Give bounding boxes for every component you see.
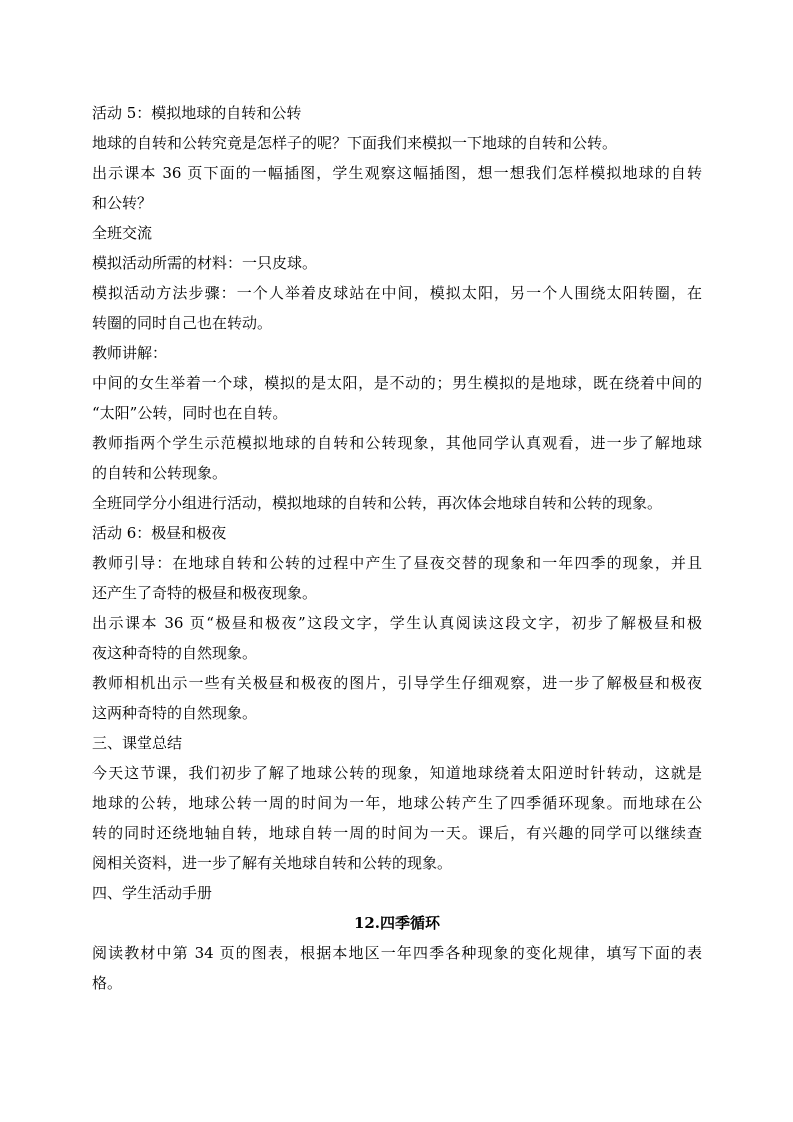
activity-6-heading: 活动 6：极昼和极夜	[92, 524, 227, 542]
paragraph-line: 这两种奇特的自然现象。	[92, 704, 258, 722]
paragraph-line: 和公转？	[92, 194, 153, 212]
activity-5-heading: 活动 5：模拟地球的自转和公转	[92, 104, 302, 122]
paragraph-line: 教师指两个学生示范模拟地球的自转和公转现象，其他同学认真观看，进一步了解地球	[92, 434, 702, 452]
paragraph-line: 教师相机出示一些有关极昼和极夜的图片，引导学生仔细观察，进一步了解极昼和极夜	[92, 674, 702, 692]
paragraph-line: 夜这种奇特的自然现象。	[92, 644, 258, 662]
paragraph-line: “太阳”公转，同时也在自转。	[92, 404, 288, 422]
paragraph-line: 教师引导：在地球自转和公转的过程中产生了昼夜交替的现象和一年四季的现象，并且	[92, 554, 702, 572]
paragraph-line: 的自转和公转现象。	[92, 464, 228, 482]
paragraph-line: 出示课本 36 页“极昼和极夜”这段文字，学生认真阅读这段文字，初步了解极昼和极	[92, 614, 702, 632]
section-3-heading: 三、课堂总结	[92, 734, 183, 752]
paragraph-line: 今天这节课，我们初步了解了地球公转的现象，知道地球绕着太阳逆时针转动，这就是	[92, 764, 702, 782]
paragraph-line: 格。	[92, 974, 123, 992]
paragraph-line: 转圈的同时自己也在转动。	[92, 314, 273, 332]
paragraph-line: 阅相关资料，进一步了解有关地球自转和公转的现象。	[92, 854, 453, 872]
paragraph-line: 全班同学分小组进行活动，模拟地球的自转和公转，再次体会地球自转和公转的现象。	[92, 494, 663, 512]
paragraph-line: 全班交流	[92, 224, 153, 242]
paragraph-line: 地球的公转，地球公转一周的时间为一年，地球公转产生了四季循环现象。而地球在公	[92, 794, 702, 812]
paragraph-line: 模拟活动方法步骤：一个人举着皮球站在中间，模拟太阳，另一个人围绕太阳转圈，在	[92, 284, 702, 302]
paragraph-line: 地球的自转和公转究竟是怎样子的呢？下面我们来模拟一下地球的自转和公转。	[92, 134, 618, 152]
document-body	[92, 98, 702, 998]
lesson-title: 12.四季循环	[353, 914, 441, 932]
paragraph-line: 中间的女生举着一个球，模拟的是太阳，是不动的；男生模拟的是地球，既在绕着中间的	[92, 374, 702, 392]
paragraph-line: 出示课本 36 页下面的一幅插图，学生观察这幅插图，想一想我们怎样模拟地球的自转	[92, 164, 702, 182]
section-4-heading: 四、学生活动手册	[92, 884, 213, 902]
paragraph-line: 还产生了奇特的极昼和极夜现象。	[92, 584, 318, 602]
paragraph-line: 教师讲解：	[92, 344, 168, 362]
paragraph-line: 模拟活动所需的材料：一只皮球。	[92, 254, 318, 272]
paragraph-line: 转的同时还绕地轴自转，地球自转一周的时间为一天。课后，有兴趣的同学可以继续查	[92, 824, 702, 842]
paragraph-line: 阅读教材中第 34 页的图表，根据本地区一年四季各种现象的变化规律，填写下面的表	[92, 944, 702, 962]
